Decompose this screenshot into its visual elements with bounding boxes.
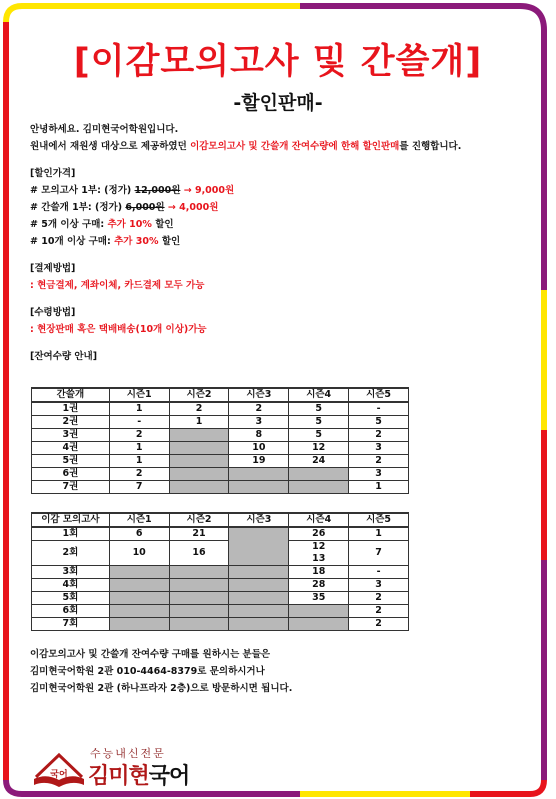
stock-table-igam-mock-exam [31, 512, 409, 631]
table-cell-empty [229, 468, 289, 481]
table-row [32, 541, 409, 554]
table-cell: 19 [229, 455, 289, 468]
table-cell: 5 [289, 402, 349, 416]
table-cell: 6 [109, 527, 169, 541]
price-item-1-new: → 9,000원 [183, 185, 235, 196]
table-cell-empty [289, 481, 349, 494]
intro-line-1: 안녕하세요. 김미현국어학원입니다. [30, 124, 179, 135]
table-cell: 2 [169, 402, 229, 416]
column-header: 시즌4 [289, 388, 349, 402]
table-cell: 12 [289, 442, 349, 455]
table-cell-empty [109, 592, 169, 605]
table-row [32, 618, 409, 631]
table-cell: 1 [109, 455, 169, 468]
table-cell: 2 [229, 402, 289, 416]
price-item-4-suffix: 할인 [158, 236, 181, 247]
row-label: 7권 [32, 481, 110, 494]
table-cell: 3 [349, 442, 409, 455]
table-cell-empty [229, 618, 289, 631]
row-label: 6회 [32, 605, 110, 618]
price-item-3-label: # 5개 이상 구매: [30, 219, 108, 230]
price-item-2 [30, 199, 530, 216]
table-cell-empty [289, 468, 349, 481]
table-cell: 3 [349, 579, 409, 592]
logo-name: 김미현 [88, 764, 149, 789]
table-row [32, 566, 409, 579]
table-cell: 35 [289, 592, 349, 605]
column-header: 시즌4 [289, 513, 349, 527]
table-cell-empty [109, 579, 169, 592]
logo-tagline: 수능내신전문 [90, 747, 166, 760]
table-cell: 21 [169, 527, 229, 541]
notice-body [30, 121, 530, 365]
price-item-4-label: # 10개 이상 구매: [30, 236, 115, 247]
page-title: [이감모의고사 및 간쓸개] [73, 42, 483, 82]
table-row [32, 481, 409, 494]
table-row [32, 579, 409, 592]
table-cell: 2 [349, 605, 409, 618]
column-header: 시즌3 [229, 513, 289, 527]
table-cell: 28 [289, 579, 349, 592]
row-label: 4회 [32, 579, 110, 592]
table-cell: 1 [169, 416, 229, 429]
table-cell: 5 [349, 416, 409, 429]
intro-line-2 [30, 138, 530, 155]
table-cell: 7 [109, 481, 169, 494]
table-header-row [32, 513, 409, 527]
row-label: 1권 [32, 402, 110, 416]
row-label: 5권 [32, 455, 110, 468]
table-cell-empty [109, 618, 169, 631]
table-cell: - [349, 566, 409, 579]
table-cell: 18 [289, 566, 349, 579]
table-header-row [32, 388, 409, 402]
column-header: 간쓸개 [32, 388, 110, 402]
column-header: 시즌2 [169, 513, 229, 527]
row-label: 3회 [32, 566, 110, 579]
table-row [32, 468, 409, 481]
intro-line-2-highlight: 이감모의고사 및 간쓸개 잔여수량에 한해 할인판매 [190, 141, 400, 152]
payment-heading: [결제방법] [30, 263, 76, 274]
column-header: 시즌3 [229, 388, 289, 402]
table-cell-empty [169, 468, 229, 481]
table-cell-empty [109, 605, 169, 618]
receive-text: : 현장판매 혹은 택배배송(10개 이상)가능 [30, 324, 207, 335]
table-cell: 2 [109, 468, 169, 481]
table-cell-empty [169, 429, 229, 442]
table-cell: 10 [229, 442, 289, 455]
stock-heading: [잔여수량 안내] [30, 351, 98, 362]
table-cell: 16 [169, 541, 229, 566]
column-header: 시즌5 [349, 513, 409, 527]
table-cell-empty [169, 566, 229, 579]
table-cell-empty [109, 566, 169, 579]
table-cell: 2 [109, 429, 169, 442]
price-item-4-discount: 추가 30% [114, 236, 159, 247]
table-row [32, 527, 409, 541]
price-item-2-old: 6,000원 [125, 202, 165, 213]
table-row [32, 605, 409, 618]
table-cell: 1 [349, 481, 409, 494]
table-cell-empty [229, 566, 289, 579]
contact-line-3: 김미현국어학원 2관 (하나프라자 2층)으로 방문하시면 됩니다. [30, 683, 293, 694]
contact-line-1: 이감모의고사 및 간쓸개 잔여수량 구매를 원하시는 분들은 [30, 649, 271, 660]
book-emblem-icon [30, 747, 88, 789]
table-cell-empty [169, 579, 229, 592]
stock-table-ganssulgae [31, 387, 409, 494]
column-header: 시즌5 [349, 388, 409, 402]
table-cell-empty [169, 442, 229, 455]
table-cell: 2 [349, 592, 409, 605]
row-label: 2회 [32, 541, 110, 566]
table-cell-empty [169, 618, 229, 631]
table-cell: 26 [289, 527, 349, 541]
table-row [32, 429, 409, 442]
table-cell-empty [229, 527, 289, 566]
table-cell: 13 [289, 553, 349, 566]
price-item-3-discount: 추가 10% [107, 219, 152, 230]
table-cell-empty [229, 579, 289, 592]
row-label: 2권 [32, 416, 110, 429]
row-label: 5회 [32, 592, 110, 605]
table-cell-empty [169, 605, 229, 618]
logo-wordmark [88, 759, 189, 790]
intro-line-2-post: 를 진행합니다. [399, 141, 462, 152]
emblem-text: 국어 [50, 770, 68, 780]
table-cell: 1 [349, 527, 409, 541]
price-item-3 [30, 216, 530, 233]
table-cell-empty [169, 481, 229, 494]
table-cell-empty [229, 605, 289, 618]
table-cell-empty [289, 618, 349, 631]
column-header: 시즌1 [109, 388, 169, 402]
price-item-2-label: # 간쓸개 1부: (정가) [30, 202, 126, 213]
table-row [32, 442, 409, 455]
table-cell: 8 [229, 429, 289, 442]
price-item-1 [30, 182, 530, 199]
table-cell: 7 [349, 541, 409, 566]
table-cell: - [109, 416, 169, 429]
table-row [32, 592, 409, 605]
table-cell: 5 [289, 429, 349, 442]
row-label: 6권 [32, 468, 110, 481]
table-cell: 3 [349, 468, 409, 481]
table-cell: 24 [289, 455, 349, 468]
page-subtitle: -할인판매- [233, 92, 323, 114]
table-cell: 2 [349, 429, 409, 442]
payment-text: : 현금결제, 계좌이체, 카드결제 모두 가능 [30, 280, 205, 291]
table-cell-empty [169, 455, 229, 468]
price-heading: [할인가격] [30, 168, 76, 179]
price-item-4 [30, 233, 530, 250]
table-cell-empty [289, 605, 349, 618]
academy-logo [30, 745, 230, 790]
contact-line-2: 김미현국어학원 2관 010-4464-8379로 문의하시거나 [30, 666, 265, 677]
table-cell: 12 [289, 541, 349, 554]
column-header: 시즌1 [109, 513, 169, 527]
receive-heading: [수령방법] [30, 307, 76, 318]
table-cell: - [349, 402, 409, 416]
row-label: 4권 [32, 442, 110, 455]
table-cell: 10 [109, 541, 169, 566]
table-cell: 5 [289, 416, 349, 429]
row-label: 3권 [32, 429, 110, 442]
table-cell: 1 [109, 402, 169, 416]
price-item-1-label: # 모의고사 1부: (정가) [30, 185, 135, 196]
table-row [32, 402, 409, 416]
contact-info [30, 646, 292, 697]
column-header: 시즌2 [169, 388, 229, 402]
table-cell-empty [229, 481, 289, 494]
table-cell: 3 [229, 416, 289, 429]
logo-subject: 국어 [148, 764, 190, 789]
table-row [32, 455, 409, 468]
table-cell-empty [229, 592, 289, 605]
table-row [32, 416, 409, 429]
row-label: 7회 [32, 618, 110, 631]
row-label: 1회 [32, 527, 110, 541]
column-header: 이감 모의고사 [32, 513, 110, 527]
intro-line-2-pre: 원내에서 재원생 대상으로 제공하였던 [30, 141, 191, 152]
table-cell: 2 [349, 455, 409, 468]
table-cell-empty [169, 592, 229, 605]
price-item-2-new: → 4,000원 [167, 202, 219, 213]
table-cell: 2 [349, 618, 409, 631]
table-cell: 1 [109, 442, 169, 455]
price-item-3-suffix: 할인 [151, 219, 174, 230]
price-item-1-old: 12,000원 [134, 185, 181, 196]
